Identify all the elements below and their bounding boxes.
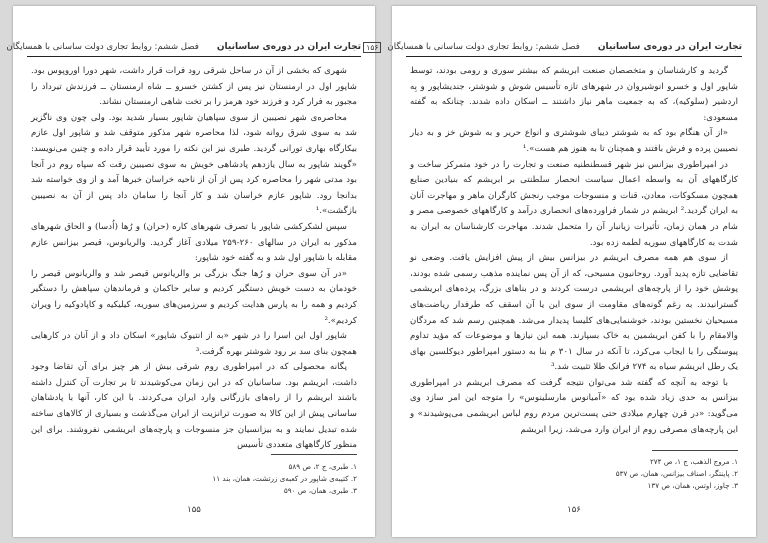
paragraph: در امپراطوری بیزانس نیز شهر قسطنطنیه صنعت و تجارت را در خود متمرکز ساخت و کارگاههای آن به واسطه اعمال سیاست انحصار سلطنتی بر ابریشم که بنیادین صنایع همچون مسکوکات، معادن، قنات و منسوجات موجب رنجش کارگران ماهر و مهاجرت آنان به ایران گردید.² ابریشم در شمار فراورده‌های انحصاری درآمد و کارگاههای خصوصی مصر و شام در همان زمان، تأثیرات زیانبار آن را متحمل شدند. مهاجرت کارشناسان به ایران به شدت به کارگاههای سوریه لطمه زده بود. (410, 159, 738, 248)
paragraph: شهری که بخشی از آن در ساحل شرقی رود فرات قرار داشت، شهر دورا اوروپوس بود. شاپور اول در ارمنستان نیز پس از کشتن خسرو ــ شاه ارمنستان ــ فرزندش تیرداد را مجبور به فرار کرد و فرزند خود هرمز را بر تخت شاهی ارمنستان نشاند. (31, 66, 357, 108)
paragraph: گردید و کارشناسان و متخصصان صنعت ابریشم که بیشتر سوری و رومی بودند، توسط شاپور اول و خسرو انوشیروان در شهرهای تازه تأسیس شوش و شوشتر، جندیشاپور و بِه اردشیر (سلوکیه)، که به جمعیت ماهر نیاز داشتند ــ اسکان داده شدند. چنانکه به گفته مسعودی: (410, 66, 738, 123)
footnote: ۱. طبری، ج ۲، ص ۵۸۹ (288, 462, 357, 471)
paragraph: محاصره‌ی شهر نصیبین از سوی سپاهیان شاپور بسیار شدید بود. ولی چون وی ناگزیر شد به سوی شرق روانه شود، لذا محاصره شهر مذکور متوقف شد و شاپور اول عازم بیکارگاه بهاری تورانی گردید. طبری نیز این نکته را مورد تأیید قرار داده و چنین می‌نویسد: «گویند شاپور به سال یازدهم پادشاهی خویش به سوی نصیبین رفت که سپاه روم در آنجا بود مدتی شهر را محاصره کرد پس از آن از ناحیه خراسان خبرها آمد و از وی خواسته شد بدانجا رود. شاپور عازم خراسان شد و کار آنجا را سامان داد پس از آن به نصیبین بازگشت».¹ (31, 112, 357, 217)
paragraph: «در آن سوی حران و رُها جنگ بزرگی بر والریانوس قیصر شد و والریانوس قیصر را خودمان به دست خویش دستگیر کردیم و سایر حاکمان و فرماندهان سپاهش را دستگیر کردیم و همه را به پارس هدایت کردیم و سرزمین‌های سوریه، کیلیکیه و کاپادوکیه را ویران کردیم».² (31, 268, 357, 326)
book-page-left (6, 6, 375, 537)
body-text (31, 64, 357, 454)
footnote-rule (271, 454, 357, 455)
running-head-title: تجارت ایران در دوره‌ی ساسانیان (597, 42, 742, 52)
footnote: ۲. کتیبه‌ی شاپور در کعبه‌ی زرتشت، همان، بند ۱۱ (212, 474, 357, 483)
running-head-number: ۱۵۶ (363, 42, 381, 53)
running-head-section: فصل ششم: روابط تجاری دولت ساسانی با همسایگان (387, 42, 580, 52)
footnote: ۲. پاینتگر، اصناف بیزانس، همان، ص ۵۳۷ (615, 469, 738, 478)
footnotes (462, 456, 738, 492)
footnote: ۳. طبری، همان، ص ۵۹۰ (283, 486, 357, 495)
footnotes (83, 461, 357, 497)
footnote: ۱. مروج الذهب، ج ۱، ص ۲۷۴ (649, 457, 738, 466)
paragraph: سپس لشکرکشی شاپور با تصرف شهرهای کاره (حران) و رُها (اُدسا) و الحاق شهرهای مذکور به ایران در سالهای ۲۶۰-۲۵۹ میلادی آغاز گردید. والریانوس، قیصر بیزانس عازم مقابله با شاپور اول شد و به گفته خود شاپور: (31, 221, 357, 264)
paragraph: پگانه محصولی که در امپراطوری روم شرقی بیش از هر چیز برای آن تقاضا وجود داشت، ابریشم بود. ساسانیان که در این زمان می‌کوشیدند تا بر تجارت آن کنترل داشته باشند ابریشم را از راه‌های بازرگانی وارد ایران می‌کردند. با این کار، آنها با پادشاهان ساسانی پیش از این کالا به صورت ترانزیت از ایران می‌گذشت و بسیاری از کالاهای ساخته شده تبدیل نمایند و به بیزانسیان جز منسوجات و پارچه‌های ابریشمی نفروشند. برای این منظور کارگاههای متعددی تأسیس (31, 362, 357, 451)
body-text (410, 64, 738, 438)
footnote-rule (652, 450, 738, 451)
page-number: ۱۵۶ (567, 505, 581, 515)
page-number: ۱۵۵ (187, 505, 201, 515)
running-head-title: تجارت ایران در دوره‌ی ساسانیان (216, 42, 361, 52)
header-rule (27, 56, 361, 57)
book-page-right (366, 6, 756, 537)
footnote: ۳. چاوز، اوتس، همان، ص ۱۳۷ (647, 481, 738, 490)
paragraph: شاپور اول این اسرا را در شهر «به از انتیوک شاپور» اسکان داد و از آنان در کارهایی همچون بنای سد بر رود شوشتر بهره گرفت.³ (31, 331, 357, 357)
paragraph: با توجه به آنچه که گفته شد می‌توان نتیجه گرفت که مصرف ابریشم در امپراطوری بیزانس به حدی زیاد شده بود که «آمیانوس مارسلینوس» را متوجه این امر سازد وی می‌گوید: «در قرن چهارم میلادی حتی پست‌ترین مردم روم لباس ابریشمی می‌پوشیدند» و این پارچه‌های مصرفی روم از ایران وارد می‌شد، زیرا ابریشم (410, 377, 738, 435)
header-rule (406, 56, 742, 57)
running-head (6, 40, 361, 54)
paragraph: «از آن هنگام بود که به شوشتر دیبای شوشتری و انواع حریر و به شوش خز و به دیار نصیبین پرده و فرش بافتند و همچنان تا به هنوز هم هست».¹ (410, 128, 738, 154)
running-head-section: فصل ششم: روابط تجاری دولت ساسانی با همسایگان (6, 42, 199, 52)
running-head (366, 40, 742, 54)
paragraph: از سوی هم همه مصرف ابریشم در بیزانس بیش از پیش افزایش یافت. وضعی نو تقاضایی تازه پدید آورد. روحانیون مسیحی، که از آن پس نماینده مذهب رسمی شده بودند، پوشش خود را از پارچه‌های ابریشمی درست کردند و در بناهای بزرگ، پرده‌های ابریشمی گسترانیدند. به رغم گونه‌های مقاومت از سوی این یا آن اسقف که طرفدار ریاضت‌های مسیحیان نخستین بودند، خوشنمایی‌های کلیسا پدیدار می‌شد. همچنین رسم شد که مردگان والامقام را با کفن ابریشمین به خاک بسپارند. همه این نیازها و موضوعات که مؤید تداوم پیوستگی را با ایجاب می‌کرد، تا آنکه در سال ۳۰۱ م بنا به دستور امپراطور دیوکلسین بهای یک رطل ابریشم سیاه به ۲۷۴ فرانک طلا تثبیت شد.³ (410, 253, 738, 373)
